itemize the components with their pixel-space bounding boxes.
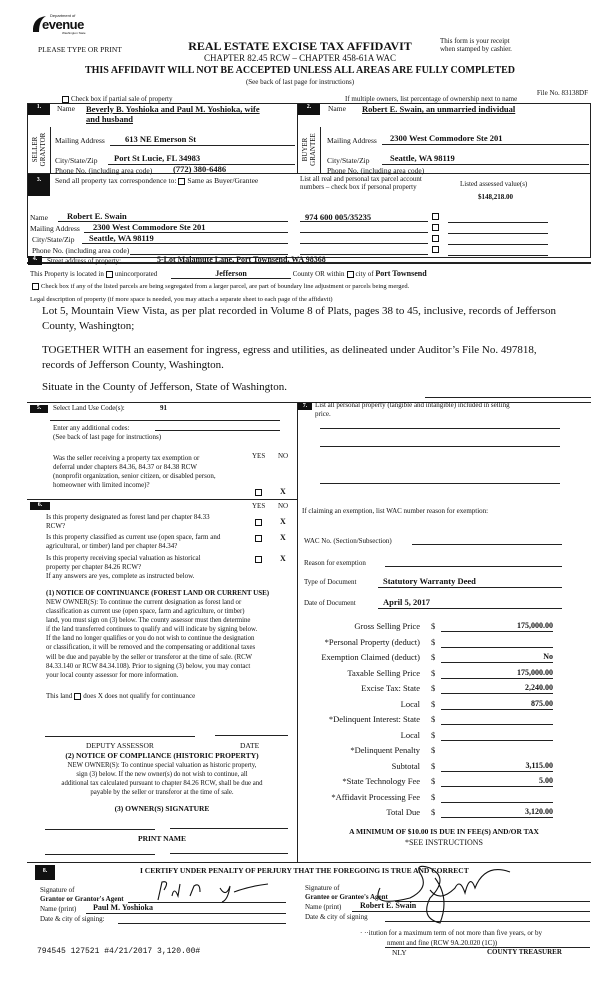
legal-description-line: TOGETHER WITH an easement for ingress, egress and utilities, as delineated under Auditor’s File No. 497818,: [42, 344, 537, 356]
label: Date & city of signing: [305, 913, 368, 921]
label: NO: [278, 452, 289, 460]
see-instructions-note: *SEE INSTRUCTIONS: [404, 838, 483, 847]
legal-description-label: Legal description of property (if more space is needed, you may attach a separate sheet to each page of the affidavit): [30, 296, 333, 303]
label: Phone No. (including area code): [32, 246, 130, 255]
revenue-logo: Department of evenue Washington State: [30, 12, 90, 36]
label: YES: [252, 452, 266, 460]
label: Mailing Address: [327, 136, 377, 145]
label: Signature of: [305, 884, 340, 892]
notice-continuance-text: NEW OWNER(S): To continue the current designation as forest land or classification as current use (open space, farm and agriculture, or timber) land, you must sign on (3) below. The county assessor must then determine if the land transferred continues to qualify and will indicate by signing below. If the land no longer qualifies or you do not wish to continue the designation or classification, it will be removed and the compensating or additional taxes will be due and payable by the seller or transferor at the time of sale. (RCW 84.33.140 or RCW 84.34.108). Prior to signing (3) below, you may contact your local county assessor for more information.: [46, 599, 258, 679]
seller-name[interactable]: Beverly B. Yoshioka and Paul M. Yoshioka, wife: [86, 104, 260, 114]
label: List all personal property (tangible and intangible) included in selling: [315, 401, 510, 409]
section-number: 3.: [28, 174, 50, 196]
fee-value[interactable]: 3,115.00: [441, 761, 553, 772]
label: Mailing Address: [55, 136, 105, 145]
label: WAC No. (Section/Subsection): [304, 537, 392, 545]
question-text: (nonprofit organization, senior citizen, or disabled person,: [53, 472, 216, 480]
label: Phone No. (including area code): [327, 166, 425, 175]
label: NO: [278, 502, 289, 510]
county-treasurer-label: COUNTY TREASURER: [487, 948, 562, 956]
label: Name (print): [305, 903, 342, 911]
question-text: deferral under chapters 84.36, 84.37 or 84.38 RCW: [53, 463, 198, 471]
fee-label: *State Technology Fee: [342, 776, 420, 786]
forest-yes-checkbox[interactable]: [255, 519, 262, 526]
city-checkbox[interactable]: [347, 271, 354, 278]
fee-label: Excise Tax: State: [361, 683, 420, 693]
section-number: 5.: [30, 405, 48, 413]
grantor-signature[interactable]: [150, 878, 280, 904]
continuance-qualify: This land does X does not qualify for continuance: [46, 692, 196, 700]
fee-label: Total Due: [386, 807, 420, 817]
grantor-print-name[interactable]: Paul M. Yoshioka: [93, 903, 153, 912]
label: Type of Document: [304, 578, 357, 586]
dollar-sign: $: [431, 776, 436, 786]
legal-description-line: County, Washington;: [42, 320, 135, 332]
fee-value[interactable]: [441, 714, 553, 725]
label: Grantee or Grantee's Agent: [305, 893, 388, 901]
exemption-reason-field[interactable]: [385, 566, 562, 567]
seller-phone[interactable]: (772) 380-6486: [173, 164, 227, 174]
label: List all real and personal tax parcel account: [300, 175, 422, 183]
land-use-code[interactable]: 91: [160, 404, 167, 412]
label: If claiming an exemption, list WAC number reason for exemption:: [302, 507, 489, 515]
legal-description-line: Lot 5, Mountain View Vista, as per plat recorded in Volume 8 of Plats, pages 38 to 45, inclusive, records of Jefferson: [42, 305, 556, 317]
forest-no-answer[interactable]: X: [280, 517, 286, 526]
fee-value[interactable]: 3,120.00: [441, 807, 553, 818]
dollar-sign: $: [431, 729, 436, 740]
label: Date & city of signing:: [40, 915, 105, 923]
segregated-checkbox[interactable]: Check box if any of the listed parcels are being segregated from a larger parcel, are part of boundary line adjustment or parcels being merged.: [30, 283, 409, 290]
grantee-signature[interactable]: [370, 858, 530, 928]
fee-label: *Delinquent Penalty: [350, 745, 420, 755]
buyer-name[interactable]: Robert E. Swain, an unmarried individual: [362, 104, 516, 114]
dollar-sign: $: [431, 714, 436, 724]
label: City/State/Zip: [32, 235, 75, 244]
fee-label: *Delinquent Interest: State: [328, 714, 420, 724]
label: PRINT NAME: [138, 834, 186, 843]
assessor-date-line[interactable]: [215, 735, 288, 736]
fee-label: Local: [400, 698, 420, 709]
correspondence-city[interactable]: Seattle, WA 98119: [89, 233, 154, 243]
receipt-note: when stamped by cashier.: [440, 45, 512, 53]
owner-signature-label: (3) OWNER(S) SIGNATURE: [114, 804, 210, 813]
seller-name-cont[interactable]: and husband: [86, 114, 134, 124]
fee-value[interactable]: 5.00: [441, 776, 553, 787]
buyer-grantee-label: BUYER GRANTEE: [301, 133, 317, 166]
label: City/State/Zip: [55, 156, 98, 165]
dollar-sign: $: [431, 807, 436, 817]
file-number: File No. 83138DF: [536, 89, 588, 97]
seller-city[interactable]: Port St Lucie, FL 34983: [114, 153, 201, 163]
dollar-sign: $: [431, 636, 436, 647]
receipt-note: This form is your receipt: [440, 37, 510, 45]
dollar-sign: $: [431, 621, 436, 631]
historic-no-answer[interactable]: X: [280, 554, 286, 563]
label: Enter any additional codes:: [53, 424, 130, 432]
fee-label: *Affidavit Processing Fee: [331, 791, 420, 802]
partial-sale-checkbox[interactable]: Check box if partial sale of property: [60, 95, 172, 103]
question-text: agricultural, or timber) land per chapter 84.34?: [46, 542, 178, 550]
section-number: 6.: [30, 502, 50, 510]
section-number: 8.: [35, 865, 55, 880]
fee-label: Exemption Claimed (deduct): [321, 652, 420, 662]
seller-grantor-label: SELLER GRANTOR: [31, 132, 47, 167]
parcel-number[interactable]: 974 600 005/35235: [305, 212, 372, 222]
print-name-line[interactable]: [45, 854, 155, 855]
notice-compliance-title: (2) NOTICE OF COMPLIANCE (HISTORIC PROPERTY): [65, 751, 259, 760]
dollar-sign: $: [431, 652, 436, 662]
does-qualify-checkbox[interactable]: [74, 693, 81, 700]
question-text: property per chapter 84.26 RCW?: [46, 563, 142, 571]
label: City/State/Zip: [327, 156, 370, 165]
legal-description-line: records of Jefferson County, Washington.: [42, 359, 224, 371]
fee-value[interactable]: 2,240.00: [441, 683, 553, 694]
certification-statement: I CERTIFY UNDER PENALTY OF PERJURY THAT THE FOREGOING IS TRUE AND CORRECT: [140, 866, 469, 875]
multiple-owners-note: If multiple owners, list percentage of ownership next to name: [345, 95, 518, 103]
label: price.: [315, 410, 331, 418]
personal-property-line[interactable]: [320, 428, 560, 429]
label: YES: [252, 502, 266, 510]
property-street-address[interactable]: 5-Lot Malamute Lane, Port Townsend, WA 98368: [157, 255, 326, 264]
correspondence-name[interactable]: Robert E. Swain: [67, 211, 127, 221]
form-subtitle: CHAPTER 82.45 RCW – CHAPTER 458-61A WAC: [204, 53, 396, 63]
label: Select Land Use Code(s):: [53, 404, 125, 412]
label: Phone No. (including area code): [55, 166, 153, 175]
document-type[interactable]: Statutory Warranty Deed: [383, 576, 476, 586]
fee-label: Local: [400, 729, 420, 740]
label: numbers – check box if personal property: [300, 183, 417, 191]
dollar-sign: $: [431, 698, 436, 709]
label: Date of Document: [304, 599, 356, 607]
warning-banner: THIS AFFIDAVIT WILL NOT BE ACCEPTED UNLESS ALL AREAS ARE FULLY COMPLETED: [84, 65, 516, 76]
label: Listed assessed value(s): [460, 180, 528, 188]
label: (See back of last page for instructions): [53, 433, 162, 441]
fee-value[interactable]: [441, 730, 553, 741]
official-use-label: NLY: [392, 948, 407, 957]
current-use-yes-checkbox[interactable]: [255, 535, 262, 542]
form-title: REAL ESTATE EXCISE TAX AFFIDAVIT: [188, 39, 412, 53]
personal-property-line[interactable]: [320, 483, 560, 484]
fee-value[interactable]: [441, 792, 553, 803]
fee-label: Subtotal: [391, 760, 420, 771]
fee-label: Gross Selling Price: [354, 621, 420, 631]
question-text: Was the seller receiving a property tax exemption or: [53, 454, 200, 462]
owner-signature-line[interactable]: [170, 828, 288, 829]
fee-value[interactable]: 875.00: [441, 699, 553, 710]
unincorporated-checkbox[interactable]: [106, 271, 113, 278]
fee-label: Taxable Selling Price: [347, 667, 420, 678]
fee-value[interactable]: 175,000.00: [441, 621, 553, 632]
label: Street address of property:: [47, 257, 122, 265]
section-number: 2.: [298, 104, 320, 115]
question-text: Is this property classified as current use (open space, farm and: [46, 533, 221, 541]
grantor-date-city-field[interactable]: [118, 923, 286, 924]
perjury-warning: · ··itution for a maximum term of not more than five years, or by: [360, 929, 542, 937]
section-number: 1.: [28, 104, 50, 115]
seller-mailing-address[interactable]: 613 NE Emerson St: [125, 134, 197, 144]
question-text: RCW?: [46, 522, 66, 530]
property-location-line: This Property is located in unincorporated Jefferson County OR within city of Port Townsend: [30, 269, 427, 278]
dollar-sign: $: [431, 667, 436, 678]
label: Name: [57, 104, 75, 113]
buyer-city[interactable]: Seattle, WA 98119: [390, 153, 455, 163]
city-value: Port Townsend: [375, 269, 427, 278]
dollar-sign: $: [431, 683, 436, 693]
label: Mailing Address: [30, 224, 80, 233]
county-value: Jefferson: [171, 269, 291, 279]
notice-compliance-text: NEW OWNER(S): To continue special valuation as historic property, sign (3) below. If the new owner(s) do not wish to continue, all additional tax calculated pursuant to chapter 84.26 RCW, shall be due and payable by the seller or transferor at the time of sale.: [61, 762, 263, 796]
fee-value[interactable]: No: [441, 652, 553, 663]
historic-yes-checkbox[interactable]: [255, 556, 262, 563]
exemption-yes-checkbox[interactable]: [255, 489, 262, 496]
question-text: Is this property designated as forest land per chapter 84.33: [46, 513, 210, 521]
label: Name (print): [40, 905, 77, 913]
fee-label: *Personal Property (deduct): [324, 636, 420, 647]
same-as-buyer-checkbox[interactable]: Send all property tax correspondence to: Same as Buyer/Grantee: [55, 176, 259, 185]
label: Name: [30, 213, 48, 222]
correspondence-mailing[interactable]: 2300 West Commodore Ste 201: [93, 222, 206, 232]
label: Reason for exemption: [304, 559, 366, 567]
label: DEPUTY ASSESSOR: [86, 741, 154, 750]
label: Signature of: [40, 886, 75, 894]
owner-signature-line[interactable]: [45, 829, 155, 830]
buyer-mailing-address[interactable]: 2300 West Commodore Ste 201: [390, 133, 503, 143]
dollar-sign: $: [431, 760, 436, 771]
legal-description-line: Situate in the County of Jefferson, State of Washington.: [42, 381, 287, 393]
label: DATE: [240, 741, 260, 750]
fee-value[interactable]: 175,000.00: [441, 668, 553, 679]
deputy-assessor-signature-line[interactable]: [45, 736, 195, 737]
question-text: Is this property receiving special valuation as historical: [46, 554, 201, 562]
minimum-fee-note: A MINIMUM OF $10.00 IS DUE IN FEE(S) AND/OR TAX: [349, 827, 539, 836]
grantee-print-name[interactable]: Robert E. Swain: [360, 901, 417, 910]
question-text: homeowner with limited income)?: [53, 481, 150, 489]
please-type-note: PLEASE TYPE OR PRINT: [38, 45, 122, 54]
label: Name: [328, 104, 346, 113]
exemption-no-answer[interactable]: X: [280, 487, 286, 496]
personal-property-line[interactable]: [320, 446, 560, 447]
assessed-value[interactable]: $148,218.00: [478, 193, 513, 201]
wac-number-field[interactable]: [412, 544, 562, 545]
dollar-sign: $: [431, 745, 436, 755]
label: Grantor or Grantor's Agent: [40, 895, 124, 903]
cashier-stamp: 794545 127521 #4/21/2017 3,120.00#: [37, 947, 201, 956]
current-use-no-answer[interactable]: X: [280, 533, 286, 542]
perjury-warning: nment and fine (RCW 9A.20.020 (1C)): [387, 939, 498, 947]
instructions-note: (See back of last page for instructions): [245, 78, 355, 86]
section-number: 7.: [298, 403, 312, 410]
document-date[interactable]: April 5, 2017: [383, 597, 430, 607]
section-number: 4.: [28, 256, 42, 265]
label: If any answers are yes, complete as instructed below.: [46, 572, 195, 580]
dollar-sign: $: [431, 791, 436, 802]
additional-codes-field[interactable]: [155, 430, 280, 431]
print-name-line[interactable]: [170, 853, 288, 854]
fee-value[interactable]: [441, 637, 553, 648]
notice-continuance-title: (1) NOTICE OF CONTINUANCE (FOREST LAND OR CURRENT USE): [46, 589, 270, 597]
